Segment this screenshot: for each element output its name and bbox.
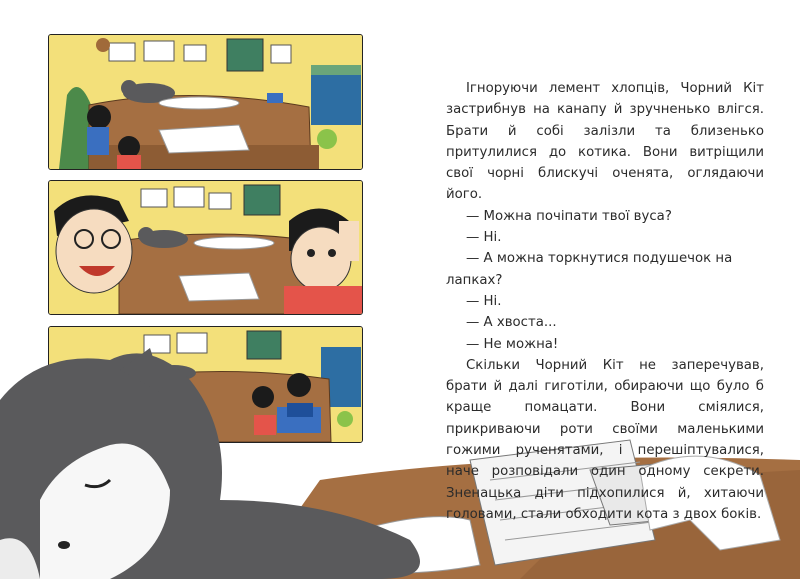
dialog-line-6: — Не можна!	[466, 336, 559, 352]
comic-panel-1	[48, 34, 363, 170]
dialog-line-4: — Ні.	[466, 293, 502, 309]
dialog-line-3: — А можна торкнутися подушечок на лапках?	[446, 251, 733, 288]
comic-panel-2	[48, 180, 363, 315]
dialog-line-5: — А хвоста...	[466, 315, 557, 331]
dialog-line-2: — Ні.	[466, 230, 502, 246]
story-text	[446, 78, 764, 525]
story-paragraph-1: Ігноруючи лемент хлопців, Чорний Кіт застрибнув на канапу й зручненько влігся. Брати й собі залізли та близенько притулилися до котика. Вони витріщили свої чорні блискучі оченята, оглядаючи його.	[446, 81, 764, 203]
story-paragraph-2: Скільки Чорний Кіт не заперечував, брати й далі гиготіли, обираючи що було б краще помацати. Вони сміялися, прикриваючи роти своїми маленькими гожими рученятами, і перешіптувалися, наче розповідали один одному секрети. Зненацька діти підхопилися й, хитаючи головами, стали обходити кота з двох боків.	[446, 357, 764, 522]
dialog-line-1: — Можна почіпати твої вуса?	[466, 208, 672, 224]
